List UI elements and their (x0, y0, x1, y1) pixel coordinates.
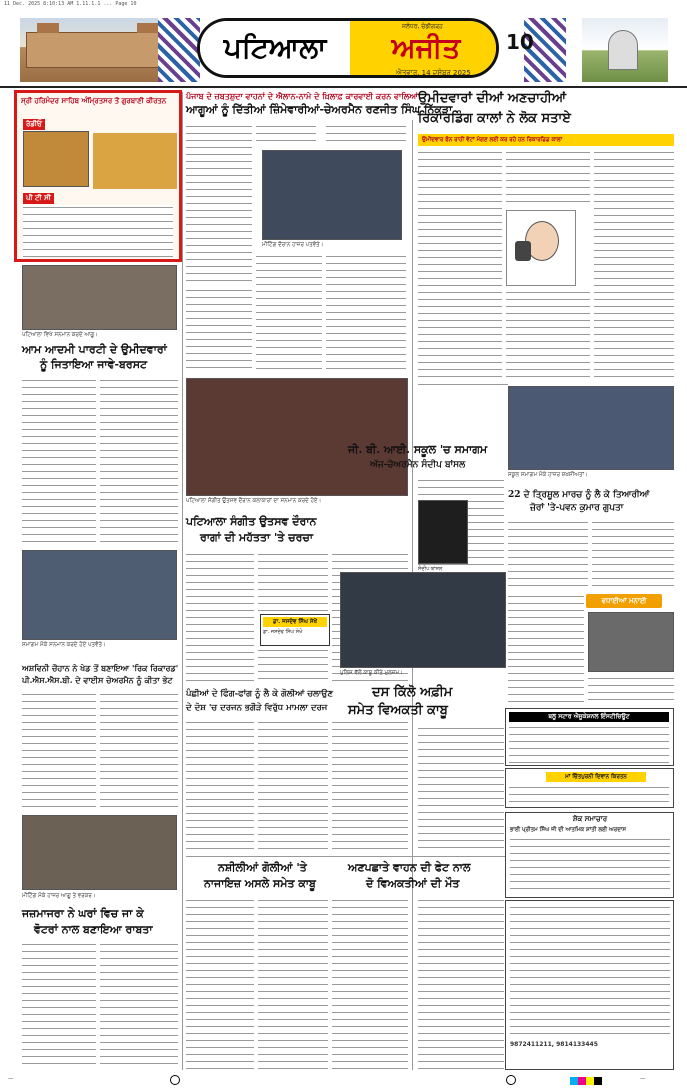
caption-portrait: ਸੰਦੀਪ ਬਾਂਸਲ (418, 566, 443, 572)
opium-article-col1 (418, 726, 504, 850)
group-photo-top (262, 150, 402, 240)
inset-name: ਡਾ. ਜਸਦੇਵ ਸਿੰਘ ਸੇਖੋਂ (263, 629, 303, 635)
headline-calls-1: ਉਮੀਦਵਾਰਾਂ ਦੀਆਂ ਅਣਚਾਹੀਆਂ (418, 91, 567, 106)
caption-award: ਸਮਾਗਮ ਮੌਕੇ ਸਨਮਾਨ ਕਰਦੇ ਹੋਏ ਪਤਵੰਤੇ। (22, 642, 106, 648)
jajmajra-article-col2 (100, 942, 178, 1070)
ashwani-article-col1 (22, 692, 96, 812)
kirtan-schedule-text (23, 205, 173, 257)
headline-pills-1: ਨਸ਼ੀਲੀਆਂ ਗੋਲੀਆਂ 'ਤੇ (218, 861, 307, 874)
ad3-subtitle: ਭਾਈ ਪ੍ਰੀਤਮ ਸਿੰਘ ਜੀ ਦੀ ਆਤਮਿਕ ਸ਼ਾਂਤੀ ਲਈ ਅਰਦਾਸ (510, 827, 627, 833)
logo-city-name: ਪਟਿਆਲਾ (200, 21, 350, 75)
school-event-photo (508, 386, 674, 470)
rule-gbi (418, 384, 508, 385)
calls-article-col2a (506, 150, 590, 206)
main-article-col1 (186, 124, 252, 284)
calls-article-col3 (594, 150, 674, 380)
footer-right-mark: — (640, 1076, 646, 1082)
headline-march-1: 22 ਦੇ ਤ੍ਰਿਸ਼ੂਲ ਮਾਰਚ ਨੂੰ ਲੈ ਕੇ ਤਿਆਰੀਆਂ (508, 490, 650, 500)
headline-march-2: ਜ਼ੋਰਾਂ 'ਤੇ-ਪਵਨ ਕੁਮਾਰ ਗੁਪਤਾ (530, 503, 624, 513)
ad1-title: ਬਲੂ ਸਟਾਰ ਐਜੂਕੇਸ਼ਨਲ ਇੰਸਟੀਚਿਊਟ (509, 712, 669, 722)
main-article-col1b (186, 288, 252, 374)
headline-music-1: ਪਟਿਆਲਾ ਸੰਗੀਤ ਉਤਸਵ ਦੌਰਾਨ (186, 515, 317, 528)
main-article-col2a (256, 124, 316, 144)
ad-box-4 (505, 900, 674, 1070)
main-article-col2b (256, 254, 322, 374)
magenta-swatch (578, 1077, 586, 1085)
music-article-col1 (186, 552, 254, 682)
ad-box-1 (505, 708, 674, 766)
caption-top-left: ਪਟਿਆਲਾ ਵਿਖੇ ਸਨਮਾਨ ਕਰਦੇ ਆਗੂ। (22, 332, 98, 338)
registration-mark-left (170, 1075, 180, 1085)
kirtan-box-title: ਸ੍ਰੀ ਹਰਿਮੰਦਰ ਸਾਹਿਬ ਅੰਮ੍ਰਿਤਸਰ ਤੋਂ ਗੁਰਬਾਣੀ ਕੀਰਤਨ (21, 96, 167, 105)
golden-temple-photo-2 (93, 133, 177, 189)
music-article-col2 (258, 552, 328, 612)
caption-music-festival: ਪਟਿਆਲਾ ਸੰਗੀਤ ਉਤਸਵ ਦੌਰਾਨ ਕਲਾਕਾਰਾਂ ਦਾ ਸਨਮਾਨ ਕਰਦੇ ਹੋਏ। (186, 498, 322, 504)
ad4-contact: 9872411211, 9814133445 (510, 1041, 598, 1048)
headline-gbi-1: ਜੀ. ਬੀ. ਆਈ. ਸਕੂਲ 'ਚ ਸਮਾਗਮ (348, 443, 488, 456)
headline-aap-2: ਨੂੰ ਜਿਤਾਇਆ ਜਾਵੇ-ਬਰਸਟ (40, 358, 148, 371)
police-photo (340, 572, 506, 668)
accident-article-col1 (418, 898, 504, 1070)
march-article-col1 (508, 520, 588, 590)
pigeons-article-col2 (258, 720, 328, 850)
caption-school: ਸਕੂਲ ਸਮਾਗਮ ਮੌਕੇ ਹਾਜ਼ਰ ਸ਼ਖ਼ਸੀਅਤਾਂ। (508, 472, 588, 478)
congrats-badge: ਵਧਾਈਆਂ ਮਨਾਈ (586, 594, 662, 608)
caption-group-top: ਮੀਟਿੰਗ ਦੌਰਾਨ ਹਾਜ਼ਰ ਪਤਵੰਤੇ। (262, 242, 324, 248)
headline-jajmajra-1: ਜਜ਼ਮਾਜਰਾ ਨੇ ਘਰਾਂ ਵਿਚ ਜਾ ਕੇ (22, 907, 144, 920)
column-rule-1 (182, 92, 183, 1070)
headline-ashwani-1: ਅਸ਼ਵਿਨੀ ਚੌਹਾਨ ਨੇ ਖੇਡ ਤੋਂ ਬਣਾਇਆ 'ਰਿਕ ਰਿਕਾਰਡ' (22, 663, 179, 673)
headline-aap-1: ਆਮ ਆਦਮੀ ਪਾਰਟੀ ਦੇ ਉਮੀਦਵਾਰਾਂ (22, 343, 167, 356)
jajmajra-article-col1 (22, 942, 96, 1070)
music-festival-photo (186, 378, 408, 496)
masthead-pattern-left (158, 18, 200, 82)
calls-subheadline: ਉਮੀਦਵਾਰ ਫੋਨ ਰਾਹੀਂ ਵੋਟਾਂ ਮੰਗਣ ਲਈ ਕਰ ਰਹੇ ਹਨ ਰਿਕਾਰਡਿਡ ਕਾਲਾਂ (418, 134, 674, 146)
ad3-title: ਸ਼ੋਕ ਸਮਾਚਾਰ (572, 814, 608, 823)
rule-accident (340, 856, 506, 857)
page-number: 10 (506, 30, 534, 54)
headline-music-2: ਰਾਗਾਂ ਦੀ ਮਹੱਤਤਾ 'ਤੇ ਚਰਚਾ (200, 531, 314, 544)
caption-canvassing: ਮੀਟਿੰਗ ਮੌਕੇ ਹਾਜ਼ਰ ਆਗੂ ਤੇ ਵਰਕਰ। (22, 893, 96, 899)
pigeons-article-col1 (186, 720, 254, 850)
calls-article-col2b (506, 290, 590, 380)
headline-accident-1: ਅਣਪਛਾਤੇ ਵਾਹਨ ਦੀ ਫੇਟ ਨਾਲ (348, 861, 471, 874)
registration-mark-right (506, 1075, 516, 1085)
main-article-col3a (326, 124, 406, 144)
radio-tag: ਰੇਡੀਓ (23, 119, 45, 130)
headline-pills-2: ਨਾਜਾਇਜ਼ ਅਸਲੇ ਸਮੇਤ ਕਾਬੂ (204, 877, 316, 890)
print-slug: 11 Dec. 2025 8:10:13 AM 1.11.1.1 ... Page 10 (4, 1, 137, 7)
inset-label: ਡਾ. ਜਸਦੇਵ ਸਿੰਘ ਸੇਖੋਂ (263, 617, 327, 627)
headline-opium-1: ਦਸ ਕਿੱਲੋ ਅਫ਼ੀਮ (372, 685, 453, 700)
ptc-tag: ਪੀ ਟੀ ਸੀ (23, 193, 54, 204)
pigeons-article-col3 (332, 720, 408, 850)
golden-temple-photo (23, 131, 89, 187)
canvassing-photo (22, 815, 177, 890)
aap-article-col2 (100, 378, 178, 548)
headline-jajmajra-2: ਵੋਟਰਾਂ ਨਾਲ ਬਣਾਇਆ ਰਾਬਤਾ (34, 923, 153, 936)
masthead-left-photo (20, 18, 176, 82)
chairman-portrait (418, 500, 468, 564)
aap-article-col1 (22, 378, 96, 548)
ad4-body (510, 905, 670, 1035)
headline-pigeons-1: ਪੰਛੀਆਂ ਦੇ ਫਿੰਗ-ਫਾਂਗ ਨੂੰ ਲੈ ਕੇ ਗੋਲੀਆਂ ਚਲਾਉਣ (186, 689, 333, 699)
congrats-article-col1 (508, 594, 584, 704)
ad3-body (510, 837, 670, 895)
pills-article-col2 (258, 898, 328, 1070)
cyan-swatch (570, 1077, 578, 1085)
headline-accident-2: ਦੋ ਵਿਅਕਤੀਆਂ ਦੀ ਮੌਤ (366, 877, 460, 890)
inset-box (260, 614, 330, 646)
issue-date: ਐਤਵਾਰ, 14 ਦਸੰਬਰ 2025 (396, 69, 471, 77)
black-swatch (594, 1077, 602, 1085)
award-photo (22, 550, 177, 640)
headline-ashwani-2: ਪੀ.ਐਸ.ਐਸ.ਬੀ. ਦੇ ਵਾਈਸ ਚੇਅਰਮੈਨ ਨੂੰ ਕੀਤਾ ਭੇਟ (22, 675, 173, 685)
footer (0, 1072, 687, 1089)
headline-main-top-1: ਪੰਜਾਬ ਦੇ ਜ਼ਬਤਸ਼ੁਦਾ ਵਾਹਨਾਂ ਦੇ ਐਲਾਨ-ਨਾਮੇ ਦੇ ਖ਼ਿਲਾਫ਼ ਕਾਰਵਾਈ ਕਰਨ ਵਾਲਿਆਂ (186, 91, 418, 101)
ad2-body (509, 785, 669, 805)
logo-newspaper-name: ਅਜੀਤ (350, 21, 499, 75)
calls-article-col1 (418, 150, 502, 380)
ad1-body (509, 725, 669, 763)
march-article-col2 (592, 520, 674, 590)
music-article-col2b (258, 648, 328, 682)
headline-calls-2: ਰਿਕਾਰਡਿੰਗ ਕਾਲਾਂ ਨੇ ਲੋਕ ਸਤਾਏ (418, 111, 571, 126)
congrats-article-col2 (588, 676, 674, 704)
yellow-swatch (586, 1077, 594, 1085)
pills-article-col3 (332, 898, 408, 1070)
headline-main-top-2: ਆਗੂਆਂ ਨੂੰ ਦਿੱਤੀਆਂ ਜ਼ਿੰਮੇਵਾਰੀਆਂ-ਚੇਅਰਮੈਨ ਰਣਜੀਤ ਸਿੰਘ ਨਿੱਕੜਾ (186, 103, 453, 116)
headline-gbi-2: ਅੱਜ-ਚੇਅਰਮੈਨ ਸੰਦੀਪ ਬਾਂਸਲ (370, 460, 466, 470)
masthead-logo (197, 18, 499, 78)
ad-box-2 (505, 768, 674, 808)
phone-illustration (506, 210, 576, 286)
headline-pigeons-2: ਦੇ ਦੋਸ਼ 'ਚ ਦਰਜਨ ਭਗੌੜੇ ਵਿਰੁੱਧ ਮਾਮਲਾ ਦਰਜ (186, 703, 328, 713)
ad2-title: ਮਾਂ ਚਿੰਤਪੁਰਨੀ ਦਿਵਾਨ ਕਿਰਤਨ (546, 772, 646, 782)
footer-left-mark: — (8, 1076, 14, 1082)
congrats-photo (588, 612, 674, 672)
edition-label: ਜਲੰਧਰ, ਚੰਡੀਗੜ੍ਹ (402, 23, 443, 30)
caption-police: ਪੁਲਿਸ ਵੱਲੋਂ ਕਾਬੂ ਕੀਤੇ ਮੁਲਜ਼ਮ। (340, 670, 403, 676)
kirtan-broadcast-box (14, 90, 182, 262)
ashwani-article-col2 (100, 692, 178, 812)
pills-article-col1 (186, 898, 254, 1070)
ad-box-3 (505, 812, 674, 898)
headline-opium-2: ਸਮੇਤ ਵਿਅਕਤੀ ਕਾਬੂ (348, 703, 448, 718)
main-article-col3b (326, 254, 406, 374)
masthead-right-photo (582, 18, 668, 82)
meeting-photo-top-left (22, 265, 177, 330)
